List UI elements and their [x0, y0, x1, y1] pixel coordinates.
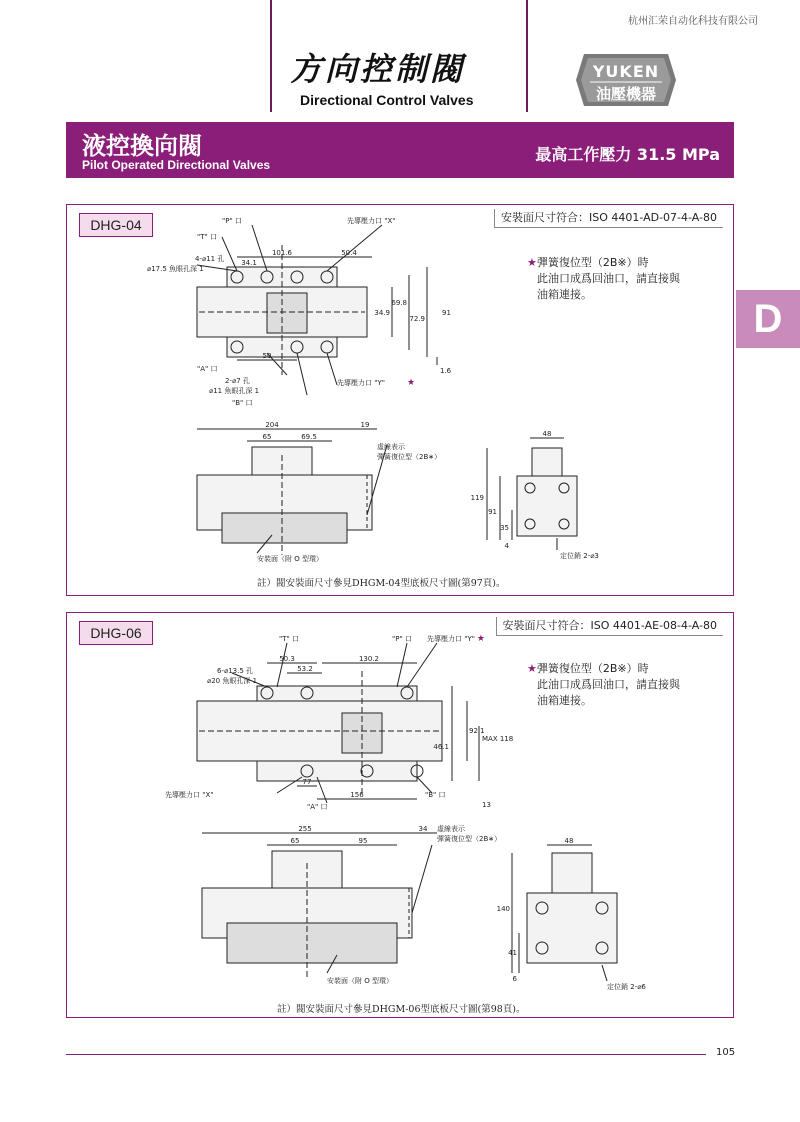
- section-dhg-04: [66, 204, 734, 596]
- banner-title-zh: 液控換向閥: [82, 132, 202, 160]
- label-p-port: "P" 口: [222, 217, 242, 225]
- dim-label: 65: [290, 837, 300, 845]
- label-dashed: 虛線表示: [437, 825, 465, 833]
- label-dashed: 虛線表示: [377, 443, 405, 451]
- model-label: DHG-06: [79, 621, 153, 645]
- banner-title-en: Pilot Operated Directional Valves: [82, 158, 271, 172]
- footer-rule: [66, 1054, 706, 1055]
- label-mount: 安裝面（附 O 型環）: [257, 555, 323, 563]
- dim-label: 50: [262, 352, 272, 360]
- label-spring: 彈簧復位型（2B∗）: [377, 453, 442, 461]
- logo-subtext: 油壓機器: [595, 85, 657, 103]
- dim-label: 69.8: [391, 299, 407, 307]
- dim-label: 130.2: [358, 655, 380, 663]
- dim-label: 91: [442, 309, 451, 317]
- dim-label: 19: [360, 421, 370, 429]
- label-pilot-y: 先導壓力口 "Y": [337, 379, 385, 387]
- label-t-port: "T" 口: [197, 233, 217, 241]
- dim-label: 91: [488, 508, 497, 516]
- iso-standard: 安裝面尺寸符合：ISO 4401-AE-08-4-A-80: [496, 617, 724, 636]
- section-tab: D: [736, 290, 800, 348]
- star-icon: ★: [407, 378, 416, 388]
- label-a-port: "A" 口: [197, 365, 218, 373]
- label-pilot-x: 先導壓力口 "X": [165, 791, 214, 799]
- drawing-top-view-06: [137, 631, 514, 821]
- dim-label: 53.2: [297, 665, 313, 673]
- page-number: 105: [716, 1047, 736, 1058]
- label-pilot-x: 先導壓力口 "X": [347, 217, 396, 225]
- label-mount: 安裝面（附 O 型環）: [327, 977, 393, 985]
- dim-label: 13: [482, 801, 491, 809]
- dim-label: 119: [470, 494, 484, 502]
- dim-label: MAX 118: [482, 735, 514, 743]
- dim-label: 255: [298, 825, 312, 833]
- dim-label: 41: [508, 949, 517, 957]
- iso-standard: 安裝面尺寸符合：ISO 4401-AD-07-4-A-80: [494, 209, 723, 228]
- dim-label: 65: [262, 433, 272, 441]
- footnote: 註）閥安裝面尺寸參見DHGM-06型底板尺寸圖(第98頁)。: [277, 1004, 526, 1015]
- star-icon: ★: [476, 634, 485, 644]
- drawing-front-view-06: [187, 823, 517, 993]
- label-p-port: "P" 口: [392, 635, 412, 643]
- dim-label: 34: [418, 825, 428, 833]
- dim-label: 101.6: [271, 249, 293, 257]
- label-pin: 定位銷 2-⌀6: [607, 983, 646, 991]
- drawing-top-view-04: [137, 205, 487, 410]
- drawing-side-view-04: [472, 430, 612, 570]
- header-rule-left: [270, 0, 272, 112]
- title-banner: [66, 122, 734, 178]
- dim-label: 35: [500, 524, 509, 532]
- max-pressure: 最高工作壓力 31.5 MPa: [535, 145, 720, 164]
- dim-label: 69.5: [301, 433, 317, 441]
- label-b-port: "B" 口: [232, 399, 253, 407]
- dim-label: 72.9: [409, 315, 425, 323]
- model-label: DHG-04: [79, 213, 153, 237]
- spring-note: ★彈簧復位型（2B※）時 此油口成爲回油口，請直接與 油箱連接。: [527, 256, 680, 301]
- dim-label: 48: [564, 837, 574, 845]
- page-title: 方向控制閥: [290, 50, 466, 88]
- label-holes: 6-⌀13.5 孔: [217, 667, 254, 675]
- label-counterbore2: ⌀11 魚眼孔深 1: [209, 387, 260, 395]
- dim-label: 48: [542, 430, 552, 438]
- footnote: 註）閥安裝面尺寸參見DHGM-04型底板尺寸圖(第97頁)。: [257, 578, 506, 589]
- label-spring: 彈簧復位型（2B∗）: [437, 835, 502, 843]
- dim-label: 6: [512, 975, 517, 983]
- dim-label: 46.1: [433, 743, 449, 751]
- label-counterbore: ⌀17.5 魚眼孔深 1: [147, 265, 204, 273]
- label-counterbore: ⌀20 魚眼孔深 1: [207, 677, 258, 685]
- label-holes2: 2-⌀7 孔: [225, 377, 250, 385]
- dim-label: 50.4: [341, 249, 357, 257]
- dim-label: 77: [302, 778, 312, 786]
- yuken-logo: [574, 52, 678, 108]
- dim-label: 4: [504, 542, 509, 550]
- header-rule-right: [526, 0, 528, 112]
- page-subtitle: Directional Control Valves: [300, 92, 474, 108]
- drawing-front-view-04: [177, 415, 447, 565]
- label-b-port: "B" 口: [425, 791, 446, 799]
- label-holes: 4-⌀11 孔: [195, 255, 225, 263]
- star-icon: ★: [527, 662, 537, 675]
- label-pilot-y: 先導壓力口 "Y": [427, 635, 475, 643]
- label-t-port: "T" 口: [279, 635, 299, 643]
- dim-label: 140: [496, 905, 510, 913]
- dim-label: 50.3: [279, 655, 295, 663]
- spring-note: ★彈簧復位型（2B※）時 此油口成爲回油口，請直接與 油箱連接。: [527, 662, 680, 707]
- dim-label: 92.1: [469, 727, 485, 735]
- section-dhg-06: [66, 612, 734, 1018]
- logo-text: YUKEN: [592, 62, 660, 81]
- dim-label: 34.9: [374, 309, 390, 317]
- dim-label: 1.6: [440, 367, 452, 375]
- drawing-side-view-06: [496, 833, 687, 993]
- dim-label: 156: [350, 791, 364, 799]
- label-a-port: "A" 口: [307, 803, 328, 811]
- dim-label: 204: [265, 421, 279, 429]
- dim-label: 34.1: [241, 259, 257, 267]
- dim-label: 95: [358, 837, 368, 845]
- company-name: 杭州汇荣自动化科技有限公司: [628, 16, 758, 27]
- label-pin: 定位銷 2-⌀3: [560, 552, 599, 560]
- star-icon: ★: [527, 256, 537, 269]
